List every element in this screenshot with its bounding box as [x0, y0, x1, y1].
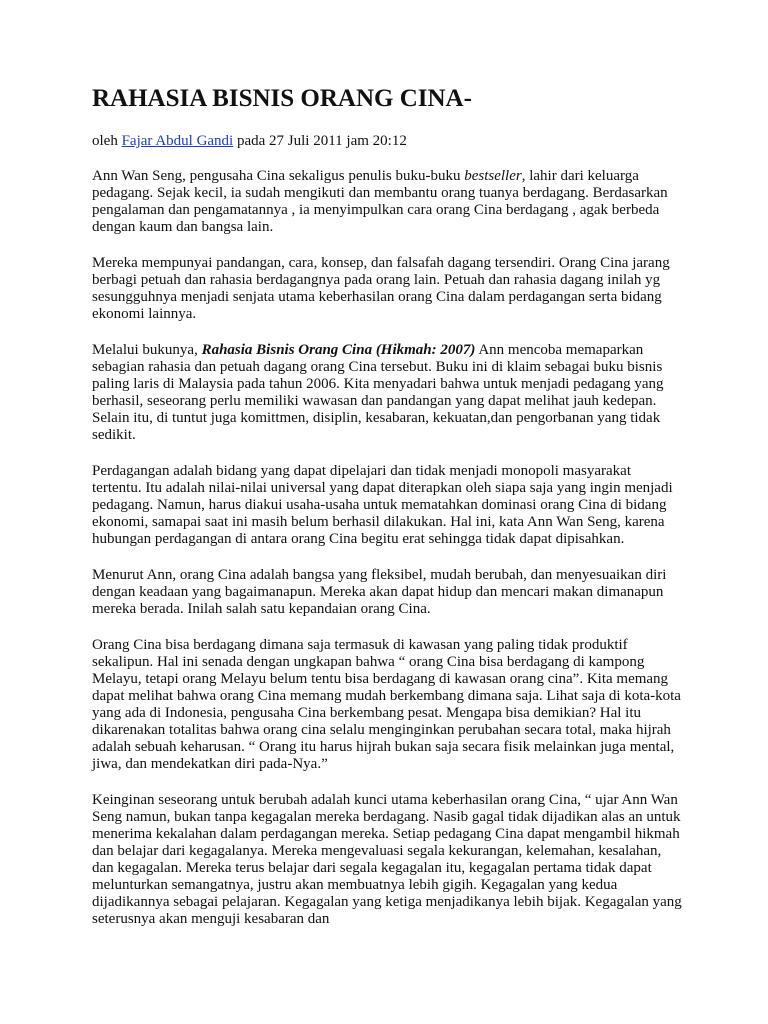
book-title: Rahasia Bisnis Orang Cina (Hikmah: 2007): [201, 342, 476, 358]
paragraph-2: Mereka mempunyai pandangan, cara, konsep, dan falsafah dagang tersendiri. Orang Cina jarang berbagi petuah dan rahasia berdagangnya pada orang lain. Petuah dan rahasia dagang inilah yg sesungguhnya menjadi senjata utama keberhasilan orang Cina dalam perdagangan serta bidang ekonomi lainnya.: [92, 255, 670, 322]
paragraph-5: Menurut Ann, orang Cina adalah bangsa yang fleksibel, mudah berubah, dan menyesuaikan diri dengan keadaan yang bagaimanapun. Mereka akan dapat hidup dan mencari makan dimanapun mereka berada. Inilah salah satu kepandaian orang Cina.: [92, 567, 667, 617]
author-link[interactable]: Fajar Abdul Gandi: [121, 133, 234, 149]
byline-date: pada 27 Juli 2011 jam 20:12: [233, 133, 407, 149]
paragraph-1-text-b: , lahir dari keluarga pedagang. Sejak kecil, ia sudah mengikuti dan membantu orang tuanya berdagang. Berdasarkan pengalaman dan pengamatannya , ia menyimpulkan cara orang Cina berdagang , agak berbeda dengan kaum dan bangsa lain.: [92, 168, 668, 235]
paragraph-4: Perdagangan adalah bidang yang dapat dipelajari dan tidak menjadi monopoli masyarakat tertentu. Itu adalah nilai-nilai universal yang dapat diterapkan oleh siapa saja yang ingin menjadi pedagang. Namun, harus diakui usaha-usaha untuk mematahkan dominasi orang Cina di bidang ekonomi, samapai saat ini masih belum berhasil dilakukan. Hal ini, kata Ann Wan Seng, karena hubungan perdagangan di antara orang Cina begitu erat sehingga tidak dapat dipisahkan.: [92, 463, 673, 547]
paragraph-3-text-a: Melalui bukunya,: [92, 342, 202, 358]
bestseller-emphasis: bestseller: [464, 168, 522, 184]
paragraph-7: Keinginan seseorang untuk berubah adalah kunci utama keberhasilan orang Cina, “ ujar Ann Wan Seng namun, bukan tanpa kegagalan mereka berdagang. Nasib gagal tidak dijadikan alas an untuk menerima kekalahan dalam perdagangan mereka. Setiap pedagang Cina dapat mengambil hikmah dan belajar dari kegagalanya. Mereka mengevaluasi segala kekurangan, kelemahan, kesalahan, dan kegagalan. Mereka terus belajar dari segala kegagalan itu, kegagalan pertama tidak dapat melunturkan semangatnya, justru akan membuatnya lebih gigih. Kegagalan yang kedua dijadikannya sebagai pelajaran. Kegagalan yang ketiga menjadikanya lebih bijak. Kegagalan yang seterusnya akan menguji kesabaran dan: [92, 792, 682, 927]
paragraph-6: Orang Cina bisa berdagang dimana saja termasuk di kawasan yang paling tidak produktif sekalipun. Hal ini senada dengan ungkapan bahwa “ orang Cina bisa berdagang di kampong Melayu, tetapi orang Melayu belum tentu bisa berdagang di kawasan orang cina”. Kita memang dapat melihat bahwa orang Cina memang mudah berkembang dimana saja. Lihat saja di kota-kota yang ada di Indonesia, pengusaha Cina berkembang pesat. Mengapa bisa demikian? Hal itu dikarenakan totalitas bahwa orang cina selalu menginginkan perubahan secara total, maka hijrah adalah sebuah keharusan. “ Orang itu harus hijrah bukan saja secara fisik melainkan juga mental, jiwa, dan mendekatkan diri pada-Nya.”: [92, 637, 681, 772]
paragraph-3-text-b: Ann mencoba memaparkan sebagian rahasia dan petuah dagang orang Cina tersebut. Buku ini di klaim sebagai buku bisnis paling laris di Malaysia pada tahun 2006. Kita menyadari bahwa untuk menjadi pedagang yang berhasil, seseorang perlu memiliki wawasan dan pandangan yang dapat melihat jauh kedepan. Selain itu, di tuntut juga komittmen, disiplin, kesabaran, kekuatan,dan pengorbanan yang tidak sedikit.: [92, 342, 664, 443]
byline: [92, 132, 682, 150]
byline-prefix: oleh: [92, 133, 122, 149]
document-title: RAHASIA BISNIS ORANG CINA-: [92, 85, 472, 112]
paragraph-1: [92, 168, 682, 236]
paragraph-3: [92, 342, 682, 444]
paragraph-1-text-a: Ann Wan Seng, pengusaha Cina sekaligus penulis buku-buku: [92, 168, 465, 184]
